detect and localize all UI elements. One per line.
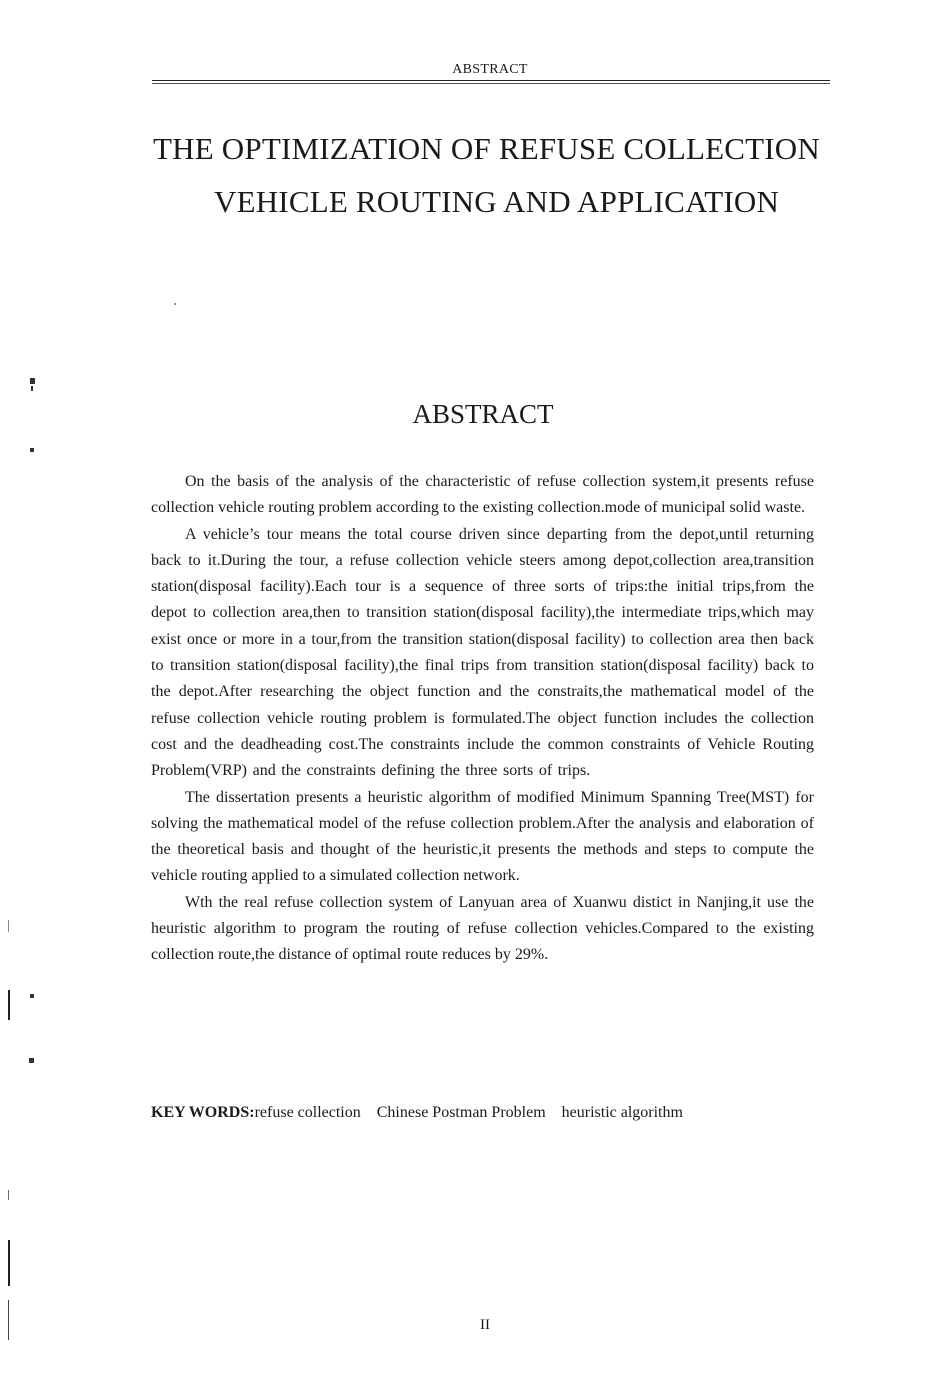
abstract-paragraph: On the basis of the analysis of the characteristic of refuse collection system,it presents refuse collection vehicle routing problem according to the existing collection.mode of municipal solid waste. [151,473,814,517]
keywords-line [151,1104,683,1122]
page-number: II [480,1317,490,1333]
scan-speck [174,303,176,305]
scan-binding-line [8,1190,9,1200]
running-header: ABSTRACT [452,62,528,77]
scan-speck [30,378,35,384]
keyword-item: Chinese Postman Problem [376,1104,546,1121]
keyword-item: heuristic algorithm [561,1104,683,1121]
scan-binding-line [8,920,9,932]
thesis-title-line-2: VEHICLE ROUTING AND APPLICATION [214,184,780,219]
header-rule [152,80,830,81]
abstract-body [151,469,814,969]
abstract-paragraph: The dissertation presents a heuristic algorithm of modified Minimum Spanning Tree(MST) for solving the mathematical model of the refuse collection problem.After the analysis and elaboration of the theoretical basis and thought of the heuristic,it presents the methods and steps to compute the vehicle routing applied to a simulated collection network. [151,788,814,885]
scan-speck [31,386,33,391]
scan-speck [29,1058,34,1063]
keyword-item: refuse collection [254,1104,361,1121]
abstract-paragraph: Wth the real refuse collection system of Lanyuan area of Xuanwu distict in Nanjing,it use the heuristic algorithm to program the routing of refuse collection vehicles.Compared to the existing collection route,the distance of optimal route reduces by 29%. [151,893,814,964]
scan-binding-line [8,1240,10,1286]
abstract-paragraph: A vehicle’s tour means the total course driven since departing from the depot,until returning back to it.During the tour, a refuse collection vehicle steers among depot,collection area,transition station(disposal facility).Each tour is a sequence of three sorts of trips:the initial trips,from the depot to collection area,then to transition station(disposal facility),the intermediate trips,which may exist once or more in a tour,from the transition station(disposal facility) to collection area then back to transition station(disposal facility),the final trips from transition station(disposal facility) back to the depot.After researching the object function and the constraits,the mathematical model of the refuse collection vehicle routing problem is formulated.The object function includes the collection cost and the deadheading cost.The constraints include the common constraints of Vehicle Routing Problem(VRP) and the constraints defining the three sorts of trips. [151,525,814,780]
scan-binding-line [8,1300,9,1340]
scan-binding-line [8,990,10,1020]
scan-speck [30,994,34,998]
thesis-title-line-1: THE OPTIMIZATION OF REFUSE COLLECTION [153,131,820,166]
scan-speck [30,448,34,452]
keywords-label: KEY WORDS: [151,1104,255,1121]
abstract-heading: ABSTRACT [412,399,554,429]
